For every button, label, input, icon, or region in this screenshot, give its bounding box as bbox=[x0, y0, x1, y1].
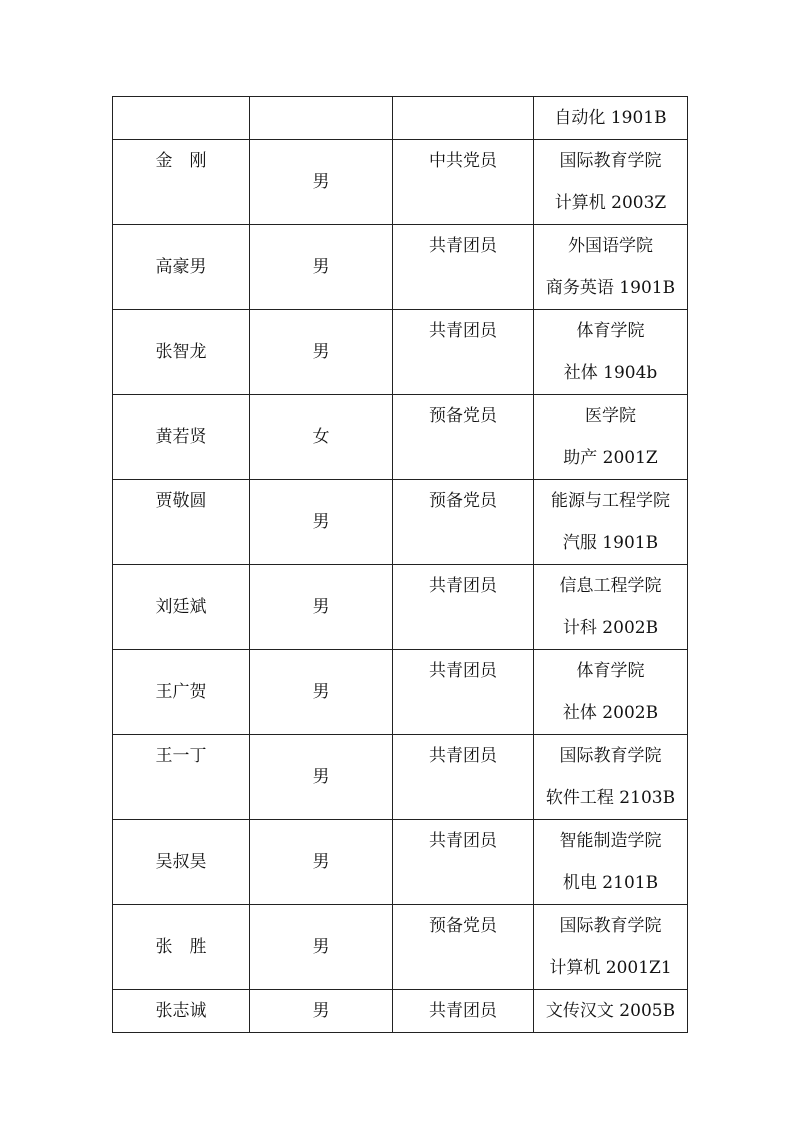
political-status-cell: 共青团员 bbox=[393, 990, 534, 1033]
class-name: 社体 1904b bbox=[563, 363, 658, 383]
college-name: 能源与工程学院 bbox=[551, 491, 670, 511]
gender-cell: 女 bbox=[250, 395, 393, 480]
college-class-cell bbox=[534, 905, 688, 990]
table-row bbox=[113, 480, 688, 565]
political-status-cell: 共青团员 bbox=[393, 650, 534, 735]
name-cell: 吴叔昊 bbox=[113, 820, 250, 905]
class-name: 计算机 2001Z1 bbox=[549, 958, 672, 978]
class-cell: 自动化 1901B bbox=[534, 97, 688, 140]
name-cell: 张智龙 bbox=[113, 310, 250, 395]
college-name: 国际教育学院 bbox=[559, 746, 662, 766]
gender-cell: 男 bbox=[250, 650, 393, 735]
name-cell: 黄若贤 bbox=[113, 395, 250, 480]
name-cell: 张志诚 bbox=[113, 990, 250, 1033]
college-name: 国际教育学院 bbox=[559, 151, 662, 171]
table-row bbox=[113, 650, 688, 735]
college-name: 医学院 bbox=[585, 406, 636, 426]
gender-cell: 男 bbox=[250, 480, 393, 565]
table-row bbox=[113, 395, 688, 480]
class-name: 社体 2002B bbox=[562, 703, 659, 723]
college-class-cell bbox=[534, 480, 688, 565]
college-class-cell bbox=[534, 820, 688, 905]
table-row bbox=[113, 990, 688, 1033]
name-cell: 金 刚 bbox=[113, 140, 250, 225]
class-name: 软件工程 2103B bbox=[545, 788, 676, 808]
class-name: 计算机 2003Z bbox=[554, 193, 667, 213]
class-name: 机电 2101B bbox=[562, 873, 659, 893]
table-row bbox=[113, 140, 688, 225]
table-row bbox=[113, 905, 688, 990]
table-row bbox=[113, 225, 688, 310]
class-name: 助产 2001Z bbox=[563, 448, 658, 468]
gender-cell: 男 bbox=[250, 140, 393, 225]
political-status-cell: 预备党员 bbox=[393, 905, 534, 990]
political-status-cell: 中共党员 bbox=[393, 140, 534, 225]
political-status-cell: 预备党员 bbox=[393, 480, 534, 565]
political-status-cell: 共青团员 bbox=[393, 310, 534, 395]
name-cell: 高豪男 bbox=[113, 225, 250, 310]
name-cell: 刘廷斌 bbox=[113, 565, 250, 650]
table-row bbox=[113, 310, 688, 395]
college-class-cell bbox=[534, 225, 688, 310]
gender-cell: 男 bbox=[250, 565, 393, 650]
class-cell: 文传汉文 2005B bbox=[534, 990, 688, 1033]
college-name: 国际教育学院 bbox=[559, 916, 662, 936]
college-class-cell bbox=[534, 565, 688, 650]
class-name: 计科 2002B bbox=[562, 618, 659, 638]
college-name: 外国语学院 bbox=[568, 236, 653, 256]
college-name: 体育学院 bbox=[576, 321, 645, 341]
college-name: 信息工程学院 bbox=[559, 576, 662, 596]
college-class-cell bbox=[534, 650, 688, 735]
gender-cell: 男 bbox=[250, 905, 393, 990]
college-class-cell bbox=[534, 395, 688, 480]
name-cell: 张 胜 bbox=[113, 905, 250, 990]
table-row bbox=[113, 97, 688, 140]
name-cell: 贾敬圆 bbox=[113, 480, 250, 565]
college-class-cell bbox=[534, 310, 688, 395]
college-name: 智能制造学院 bbox=[559, 831, 662, 851]
political-status-cell: 共青团员 bbox=[393, 820, 534, 905]
college-class-cell bbox=[534, 140, 688, 225]
gender-cell: 男 bbox=[250, 735, 393, 820]
name-cell: 王广贺 bbox=[113, 650, 250, 735]
name-cell: 王一丁 bbox=[113, 735, 250, 820]
gender-cell: 男 bbox=[250, 310, 393, 395]
political-status-cell: 共青团员 bbox=[393, 565, 534, 650]
political-status-cell: 预备党员 bbox=[393, 395, 534, 480]
political-status-cell: 共青团员 bbox=[393, 225, 534, 310]
political-status-cell: 共青团员 bbox=[393, 735, 534, 820]
gender-cell bbox=[250, 97, 393, 140]
member-table bbox=[112, 96, 688, 1033]
gender-cell: 男 bbox=[250, 990, 393, 1033]
gender-cell: 男 bbox=[250, 225, 393, 310]
table-row bbox=[113, 820, 688, 905]
table-row bbox=[113, 565, 688, 650]
class-name: 汽服 1901B bbox=[562, 533, 659, 553]
political-status-cell bbox=[393, 97, 534, 140]
college-class-cell bbox=[534, 735, 688, 820]
table-row bbox=[113, 735, 688, 820]
class-name: 商务英语 1901B bbox=[545, 278, 676, 298]
college-name: 体育学院 bbox=[576, 661, 645, 681]
gender-cell: 男 bbox=[250, 820, 393, 905]
name-cell bbox=[113, 97, 250, 140]
